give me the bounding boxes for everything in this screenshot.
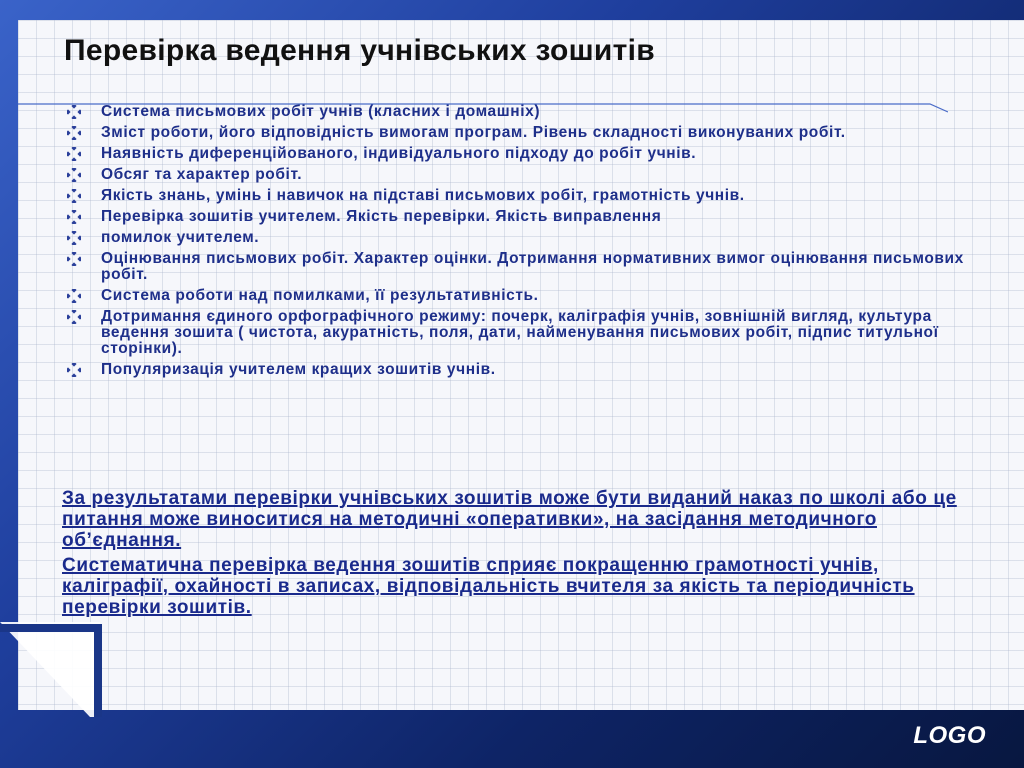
bullet-text: Наявність диференційованого, індивідуального підходу до робіт учнів.: [101, 145, 697, 162]
bullet-text: помилок учителем.: [101, 229, 260, 246]
bullet-text: Оцінювання письмових робіт. Характер оцінки. Дотримання нормативних вимог оцінювання письмових робіт.: [101, 250, 964, 283]
bullet-item: [64, 209, 964, 225]
bullet-text: Обсяг та характер робіт.: [101, 166, 303, 183]
bullet-text: Система письмових робіт учнів (класних і домашніх): [101, 103, 541, 120]
note-paragraph: За результатами перевірки учнівських зошитів може бути виданий наказ по школі або це питання може виноситися на методичні «оперативки», на засідання методичного об’єднання.: [62, 488, 957, 551]
diamond-bullet-icon: [67, 105, 81, 119]
slide-title: Перевірка ведення учнівських зошитів: [64, 34, 655, 67]
notes-section: [62, 488, 962, 622]
diamond-bullet-icon: [67, 252, 81, 266]
note-paragraph: Систематична перевірка ведення зошитів сприяє покращенню грамотності учнів, каліграфії, охайності в записах, відповідальність вчителя за якість та періодичність перевірки зошитів.: [62, 555, 915, 618]
diamond-bullet-icon: [67, 168, 81, 182]
bullet-item: [64, 167, 964, 183]
diamond-bullet-icon: [67, 147, 81, 161]
bullet-item: [64, 309, 964, 357]
logo-text: LOGO: [913, 722, 986, 749]
diamond-bullet-icon: [67, 126, 81, 140]
bullet-text: Якість знань, умінь і навичок на підставі письмових робіт, грамотність учнів.: [101, 187, 745, 204]
bullet-item: [64, 188, 964, 204]
bullet-text: Популяризація учителем кращих зошитів учнів.: [101, 361, 496, 378]
diamond-bullet-icon: [67, 310, 81, 324]
bullet-item: [64, 125, 964, 141]
bullet-text: Перевірка зошитів учителем. Якість перевірки. Якість виправлення: [101, 208, 662, 225]
bullet-item: [64, 230, 964, 246]
bullet-item: [64, 146, 964, 162]
bullet-item: [64, 288, 964, 304]
bullet-list: [64, 104, 964, 383]
bullet-text: Система роботи над помилками, її результативність.: [101, 287, 539, 304]
diamond-bullet-icon: [67, 189, 81, 203]
diamond-bullet-icon: [67, 289, 81, 303]
bullet-text: Дотримання єдиного орфографічного режиму: почерк, каліграфія учнів, зовнішній вигляд, культура ведення зошита ( чистота, акуратність, поля, дати, найменування письмових робіт, підпис титульної сторінки).: [101, 308, 939, 357]
bullet-item: [64, 362, 964, 378]
corner-fold-decoration: [0, 622, 110, 717]
diamond-bullet-icon: [67, 210, 81, 224]
bullet-item: [64, 104, 964, 120]
bullet-item: [64, 251, 964, 283]
diamond-bullet-icon: [67, 363, 81, 377]
diamond-bullet-icon: [67, 231, 81, 245]
bullet-text: Зміст роботи, його відповідність вимогам програм. Рівень складності виконуваних робіт.: [101, 124, 846, 141]
